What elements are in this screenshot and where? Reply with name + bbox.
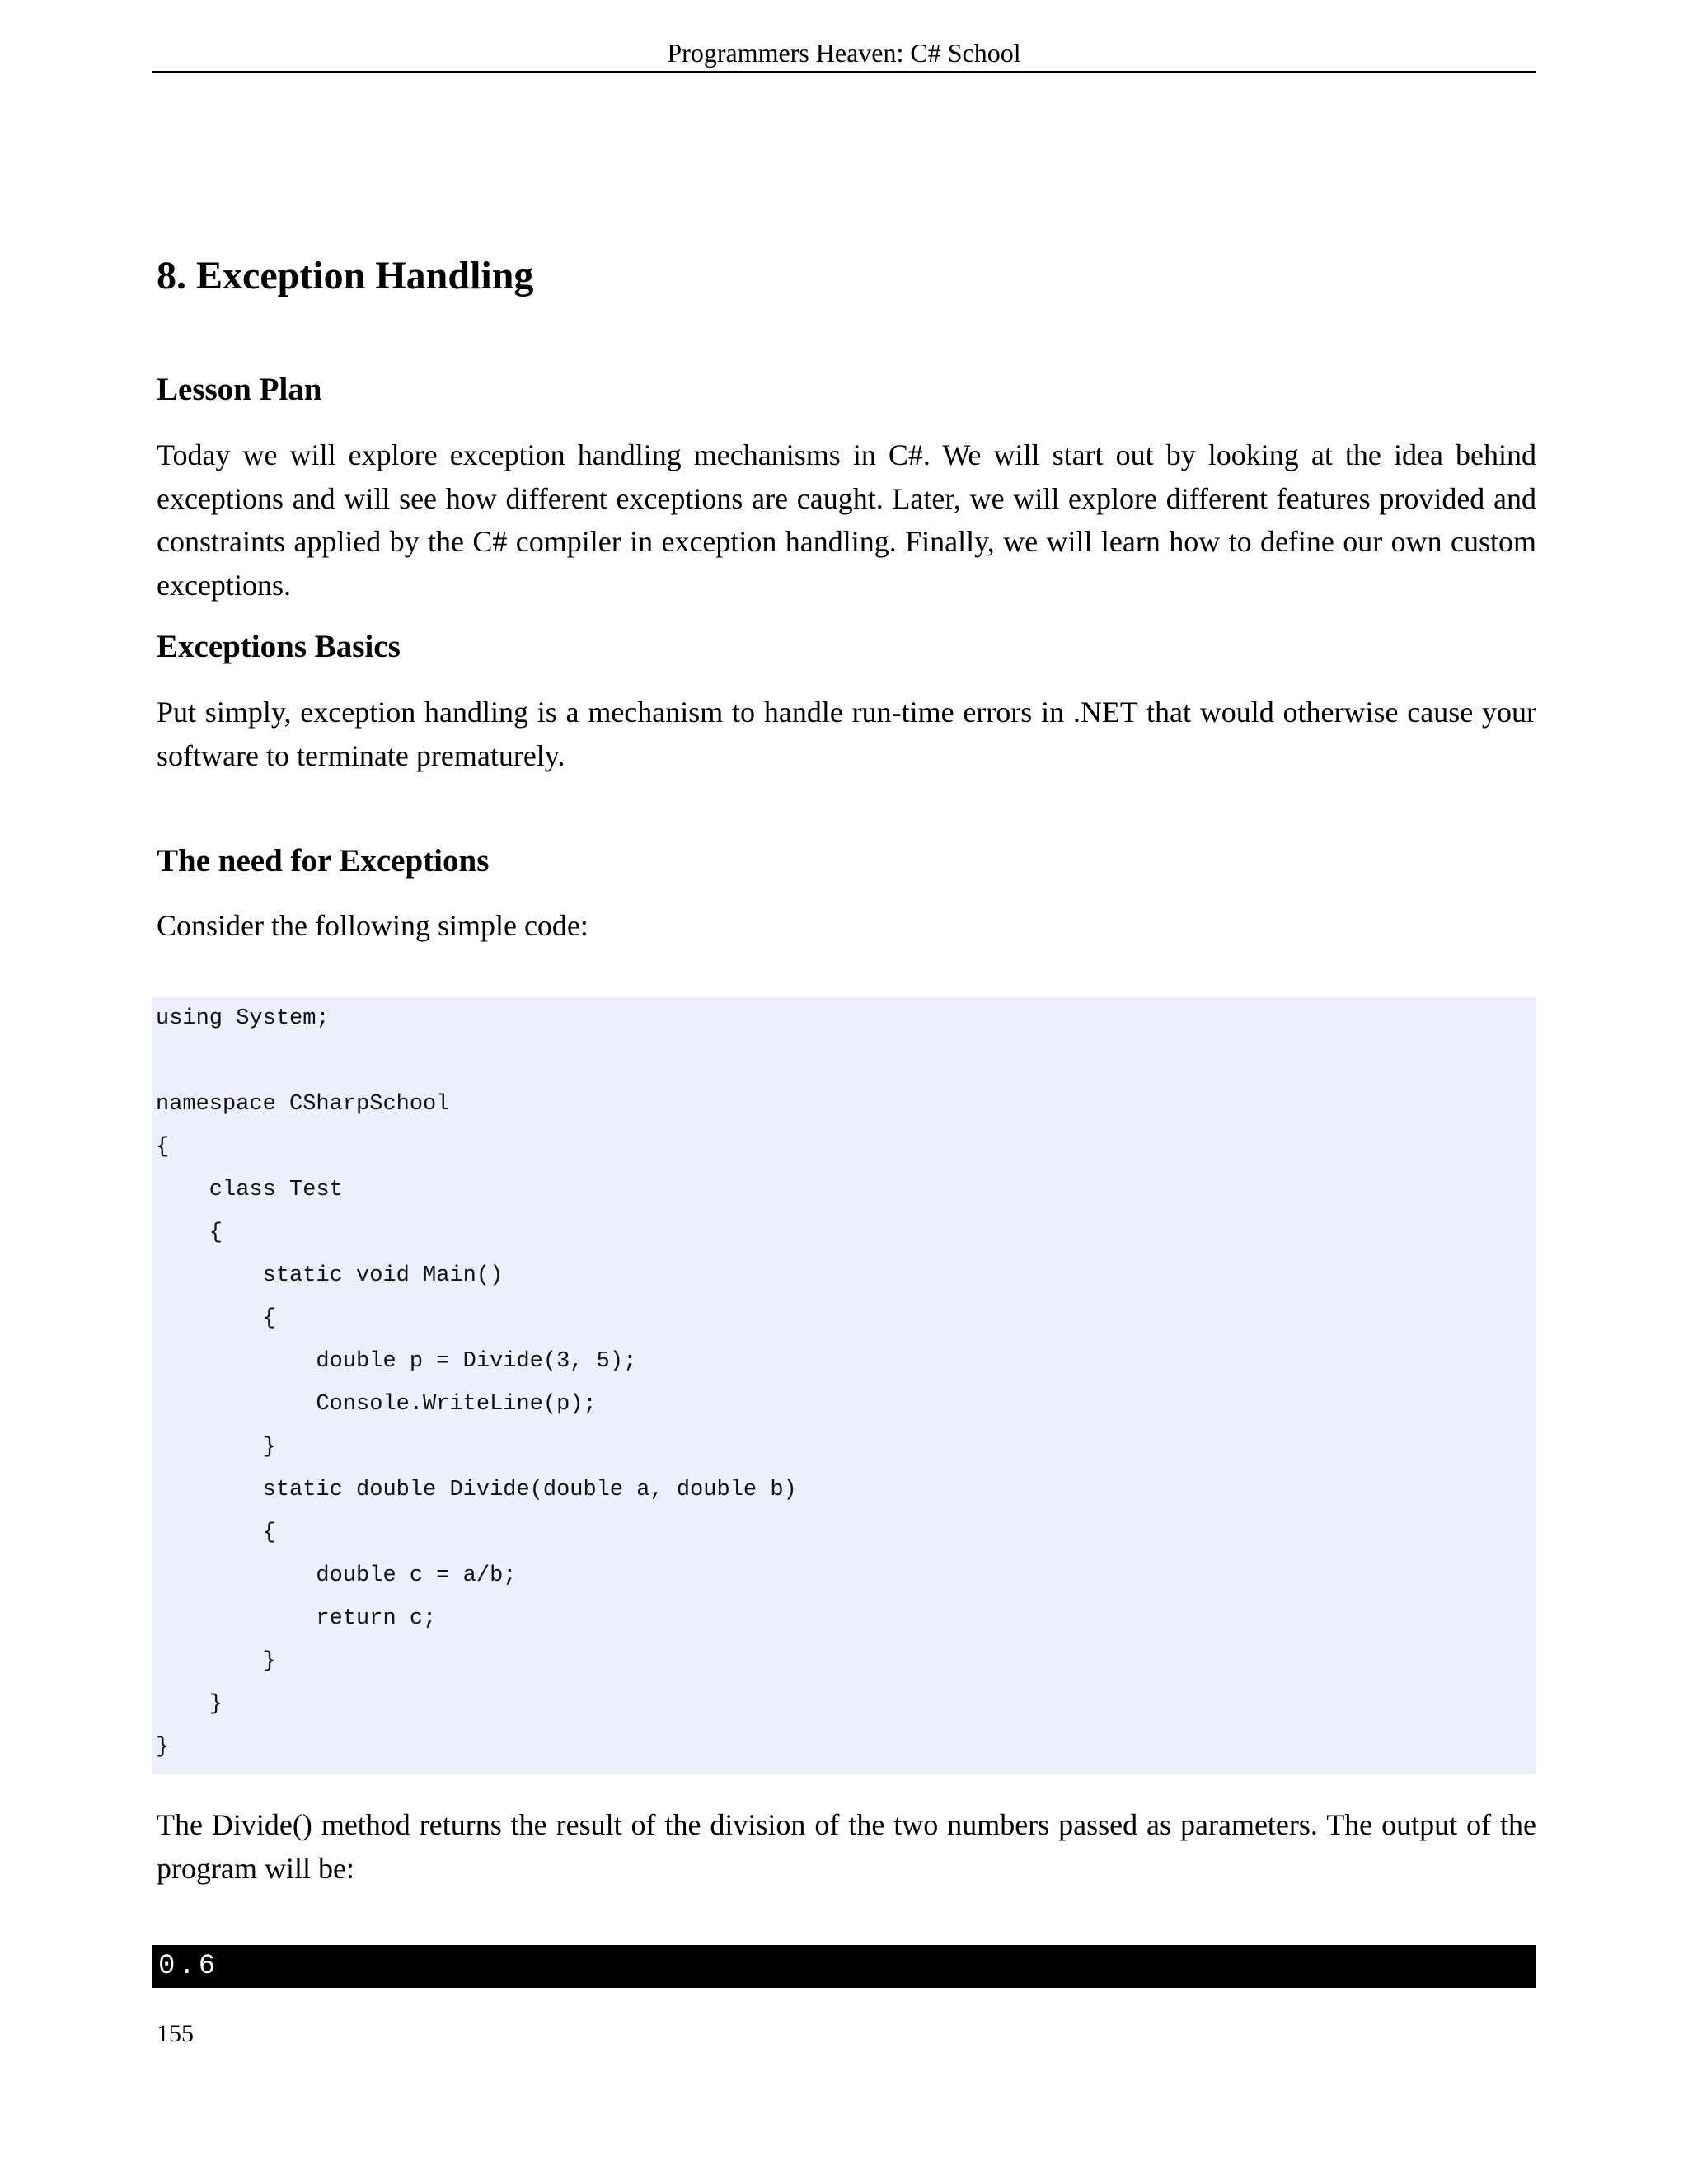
code-line: class Test: [156, 1178, 343, 1202]
code-line: using System;: [156, 1006, 330, 1031]
chapter-title: 8. Exception Handling: [157, 254, 534, 298]
code-line: }: [156, 1435, 276, 1460]
console-output-text: 0.6: [158, 1951, 219, 1982]
code-listing: [152, 997, 1536, 1774]
page-number: 155: [157, 2020, 194, 2047]
lesson-plan-heading: Lesson Plan: [157, 372, 322, 407]
code-line: static void Main(): [156, 1263, 504, 1288]
code-line: {: [156, 1306, 276, 1331]
code-line: }: [156, 1735, 170, 1760]
code-line: Console.WriteLine(p);: [156, 1392, 597, 1417]
code-line: {: [156, 1135, 170, 1160]
code-line: static double Divide(double a, double b): [156, 1478, 797, 1502]
code-line: double p = Divide(3, 5);: [156, 1349, 637, 1374]
running-header: Programmers Heaven: C# School: [152, 35, 1536, 73]
code-line: namespace CSharpSchool: [156, 1092, 450, 1117]
need-for-exceptions-heading: The need for Exceptions: [157, 843, 490, 879]
code-intro-paragraph: Consider the following simple code:: [157, 909, 588, 942]
lesson-plan-paragraph: Today we will explore exception handling mechanisms in C#. We will start out by looking at the idea behind exceptions and will see how different exceptions are caught. Later, we will explore different features provided and constraints applied by the C# compiler in exception handling. Finally, we will learn how to define our own custom exceptions.: [157, 438, 1536, 602]
exceptions-basics-paragraph: Put simply, exception handling is a mechanism to handle run-time errors in .NET that would otherwise cause your software to terminate prematurely.: [157, 696, 1536, 772]
code-line: }: [156, 1649, 276, 1674]
code-line: return c;: [156, 1606, 437, 1631]
code-line: }: [156, 1692, 223, 1717]
code-line: double c = a/b;: [156, 1563, 517, 1588]
code-explanation-paragraph: The Divide() method returns the result of the division of the two numbers passed as parameters. The output of the program will be:: [157, 1808, 1536, 1885]
code-line: {: [156, 1221, 223, 1245]
console-output: [152, 1945, 1536, 1988]
exceptions-basics-heading: Exceptions Basics: [157, 629, 401, 664]
code-line: {: [156, 1521, 276, 1545]
